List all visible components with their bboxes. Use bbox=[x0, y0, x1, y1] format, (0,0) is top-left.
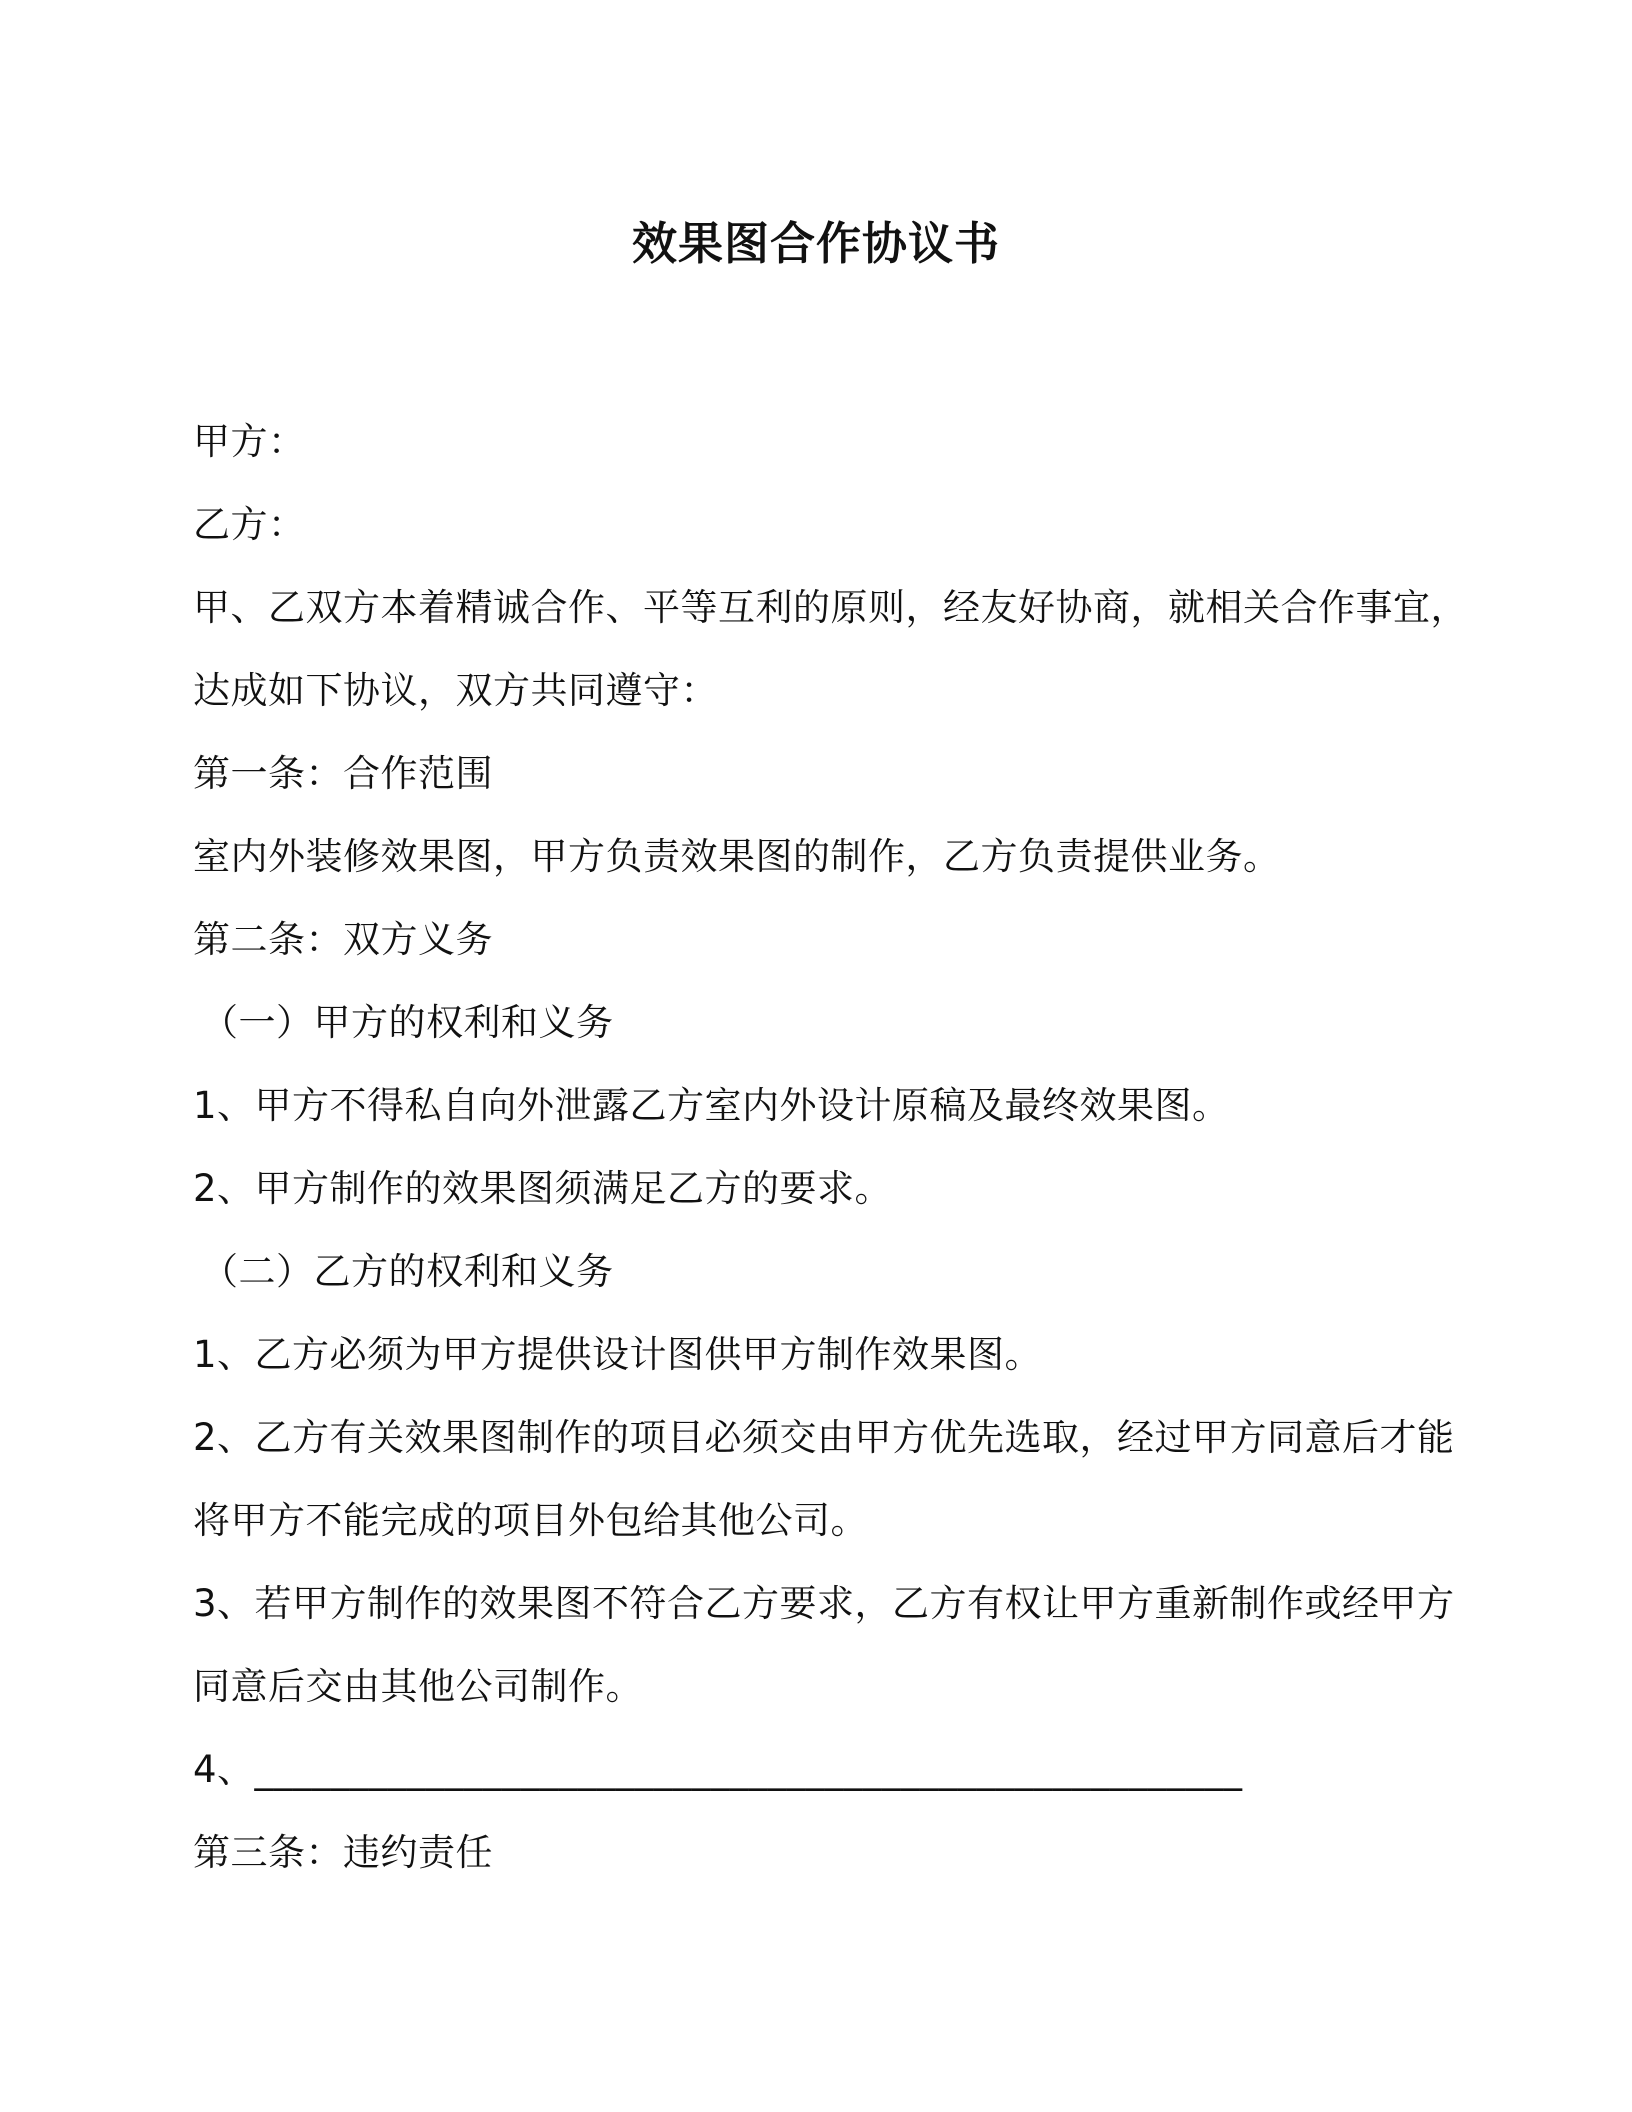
section-1-heading: （一）甲方的权利和义务 bbox=[201, 1001, 614, 1044]
article-3-heading: 第三条：违约责任 bbox=[193, 1831, 493, 1874]
party-b-clause-2-line-1: 2、乙方有关效果图制作的项目必须交由甲方优先选取，经过甲方同意后才能 bbox=[193, 1416, 1455, 1459]
document-body bbox=[193, 400, 1468, 1894]
document-title: 效果图合作协议书 bbox=[631, 217, 1000, 270]
article-1-heading: 第一条：合作范围 bbox=[193, 752, 493, 795]
article-2-heading: 第二条：双方义务 bbox=[193, 918, 493, 961]
preamble-line-1: 甲、乙双方本着精诚合作、平等互利的原则，经友好协商，就相关合作事宜， bbox=[193, 586, 1468, 629]
party-b-line: 乙方： bbox=[193, 503, 306, 546]
party-b-clause-3-line-1: 3、若甲方制作的效果图不符合乙方要求，乙方有权让甲方重新制作或经甲方 bbox=[193, 1582, 1455, 1625]
party-b-clause-3-line-2: 同意后交由其他公司制作。 bbox=[193, 1665, 643, 1708]
article-1-text: 室内外装修效果图，甲方负责效果图的制作，乙方负责提供业务。 bbox=[193, 835, 1281, 878]
party-a-clause-1: 1、甲方不得私自向外泄露乙方室内外设计原稿及最终效果图。 bbox=[193, 1084, 1230, 1127]
party-b-clause-2-line-2: 将甲方不能完成的项目外包给其他公司。 bbox=[193, 1499, 868, 1542]
section-2-heading: （二）乙方的权利和义务 bbox=[201, 1250, 614, 1293]
preamble-line-2: 达成如下协议，双方共同遵守： bbox=[193, 669, 718, 712]
party-b-clause-1: 1、乙方必须为甲方提供设计图供甲方制作效果图。 bbox=[193, 1333, 1043, 1376]
party-a-line: 甲方： bbox=[193, 420, 306, 463]
party-a-clause-2: 2、甲方制作的效果图须满足乙方的要求。 bbox=[193, 1167, 893, 1210]
party-b-clause-4-blank: 4、____________________________________________________ bbox=[193, 1748, 1243, 1791]
